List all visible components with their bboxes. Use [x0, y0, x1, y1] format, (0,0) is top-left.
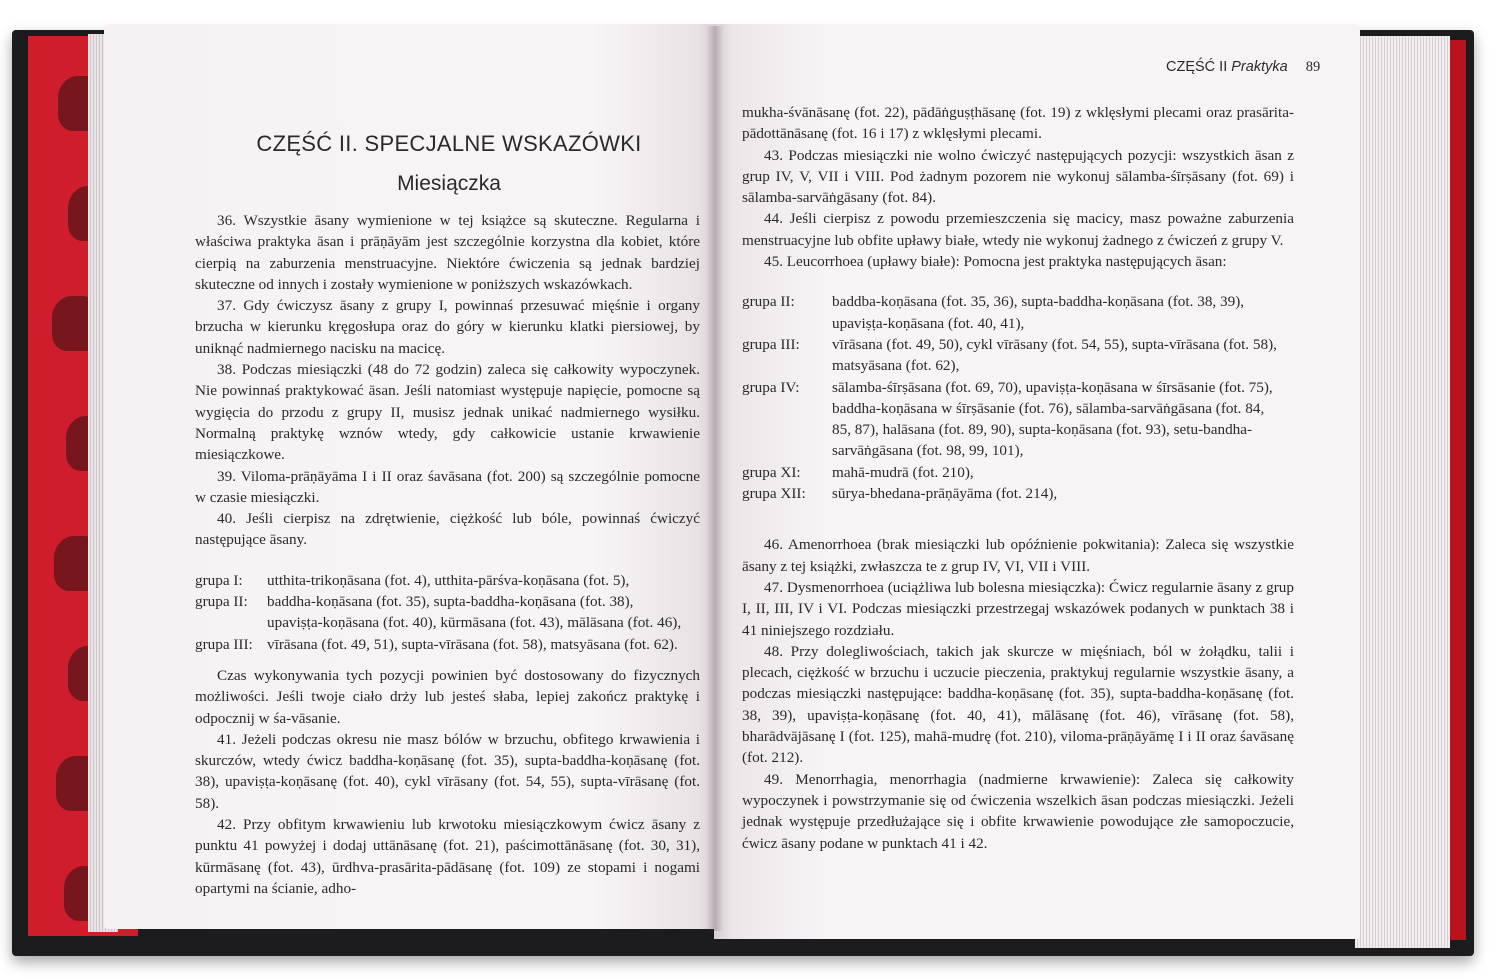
group-label: grupa III:: [195, 635, 253, 653]
group-text: 85, 87), halāsana (fot. 89, 90), supta-koṇāsana (fot. 93), setu-bandha-: [832, 421, 1253, 439]
asana-group-row: [195, 570, 700, 591]
running-header: [1166, 59, 1320, 76]
paragraph: 45. Leucorrhoea (upławy białe): Pomocna jest praktyka następujących āsan:: [764, 253, 1227, 271]
group-label: [742, 440, 832, 461]
paragraph: 42. Przy obfitym krwawieniu lub krwotoku miesiączkowym ćwicz āsany z punktu 41 powyżej i dodaj uttānāsanę (fot. 21), paścimottānāsanę (fot. 30, 31), kūrmāsanę (fot. 43), ūrdhva-prasārita-pādāsanę (fot. 109) ze stopami i nogami opartymi na ścianie, adho-: [195, 816, 700, 897]
paragraph: 43. Podczas miesiączki nie wolno ćwiczyć następujących pozycji: wszystkich āsan z grup IV, V, VII i VIII. Pod żadnym pozorem nie wykonuj sālamba-śīrṣāsany (fot. 69) i sālamba-sarvāṅgāsany (fot. 84).: [742, 146, 1294, 207]
paragraph: 37. Gdy ćwiczysz āsany z grupy I, powinnaś przesuwać mięśnie i organy brzucha w kierunku kręgosłupa oraz do góry w kierunku klatki piersiowej, by uniknąć nadmiernego nacisku na macicę.: [195, 297, 700, 357]
paragraph: 41. Jeżeli podczas okresu nie masz bólów w brzuchu, obfitego krwawienia i skurczów, wtedy ćwicz baddha-koṇāsanę (fot. 35), supta-baddha-koṇāsanę (fot. 38), upaviṣṭa-koṇāsanę (fot. 40), cykl vīrāsany (fot. 54, 55), supta-vīrāsanę (fot. 58).: [195, 730, 700, 812]
group-label: [742, 398, 832, 419]
paragraph: 39. Viloma-prāṇāyāma I i II oraz śavāsana (fot. 200) są szczególnie pomocne w czasie miesiączki.: [195, 467, 700, 506]
asana-group-row: [742, 483, 1294, 504]
paragraph: mukha-śvānāsanę (fot. 22), pādāṅguṣṭhāsanę (fot. 19) z wklęsłymi plecami oraz prasārita-pādottānāsanę (fot. 16 i 17) z wklęsłymi plecami.: [742, 104, 1294, 143]
paragraph: 40. Jeśli cierpisz na zdrętwienie, ciężkość lub bóle, powinnaś ćwiczyć następujące āsany.: [195, 510, 700, 549]
group-text: vīrāsana (fot. 49, 50), cykl vīrāsany (fot. 54, 55), supta-vīrāsana (fot. 58),: [832, 335, 1277, 353]
group-text: baddha-koṇāsana (fot. 35), supta-baddha-koṇāsana (fot. 38),: [267, 593, 634, 611]
group-text: sālamba-śīrṣāsana (fot. 69, 70), upaviṣṭa-koṇāsana w śīrsāsanie (fot. 75),: [832, 378, 1273, 396]
group-text: utthita-trikoṇāsana (fot. 4), utthita-pārśva-koṇāsana (fot. 5),: [267, 571, 630, 589]
header-section: Praktyka: [1231, 59, 1288, 75]
paragraph: 48. Przy dolegliwościach, takich jak skurcze w mięśniach, ból w żołądku, talii i plecach, ciężkość w brzuchu i uczucie pieczenia, praktykuj regularnie wszystkie āsany, a podczas miesiączki następujące: baddha-koṇāsanę (fot. 35), supta-baddha-koṇāsanę (fot. 38, 39), upaviṣṭa-koṇāsanę (fot. 40, 41), mālāsanę (fot. 46), vīrāsanę (fot. 58), bharādvājāsanę I (fot. 125), mahā-mudrę (fot. 210), viloma-prāṇāyāmę I i II oraz śavāsanę (fot. 212).: [742, 642, 1294, 767]
header-part: CZĘŚĆ II: [1166, 59, 1228, 75]
group-text: baddha-koṇāsana w śīrṣāsanie (fot. 76), sālamba-sarvāṅgāsana (fot. 84,: [832, 399, 1265, 417]
paragraph: 46. Amenorrhoea (brak miesiączki lub opóźnienie pokwitania): Zaleca się wszystkie āsany z tej książki, zwłaszcza te z grup IV, VI, VII i VIII.: [742, 536, 1294, 575]
group-label: grupa III:: [742, 335, 800, 353]
paragraph: 38. Podczas miesiączki (48 do 72 godzin) zaleca się całkowity wypoczynek. Nie powinnaś praktykować āsan. Jeśli natomiast występuje napięcie, pomocne są wygięcia do przodu z grupy II, musisz jednak unikać nadmiernego wysiłku. Normalną praktykę wznów wtedy, gdy całkowicie ustanie krwawienie miesiączkowe.: [195, 361, 700, 464]
paragraph: 44. Jeśli cierpisz z powodu przemieszczenia się macicy, masz poważne zaburzenia menstruacyjne lub obfite upławy białe, wtedy nie wykonuj żadnego z ćwiczeń z grupy V.: [742, 210, 1294, 249]
asana-group-row: [195, 634, 700, 655]
asana-group-row: [742, 462, 1294, 483]
right-page-body: [742, 102, 1294, 854]
asana-group-row: [742, 291, 1294, 312]
group-label: grupa XII:: [742, 485, 806, 503]
asana-group-row: [742, 419, 1294, 440]
asana-group-row: [742, 377, 1294, 398]
book-gutter: [706, 26, 724, 931]
page-stack-right: [1355, 36, 1450, 948]
paragraph: 49. Menorrhagia, menorrhagia (nadmierne krwawienie): Zaleca się całkowity wypoczynek i powstrzymanie się od ćwiczenia wszelkich āsan podczas miesiączki. Jeżeli jednak występuje przedłużające się i obfite krwawienie powodujące złe samopoczucie, ćwicz āsany podane w punktach 41 i 42.: [742, 770, 1294, 852]
group-label: [742, 419, 832, 440]
chapter-title: CZĘŚĆ II. SPECJALNE WSKAZÓWKI: [256, 131, 642, 156]
asana-group-row: [742, 313, 1294, 334]
asana-group-row: [742, 334, 1294, 355]
group-label: grupa II:: [742, 293, 795, 311]
page-number: 89: [1305, 59, 1321, 75]
group-label: grupa XI:: [742, 463, 801, 481]
paragraph: Czas wykonywania tych pozycji powinien być dostosowany do fizycznych możliwości. Jeśli twoje ciało drży lub jesteś słaba, lepiej zakończ praktykę i odpocznij w śa-vāsanie.: [195, 666, 700, 727]
group-text: baddba-koṇāsana (fot. 35, 36), supta-baddha-koṇāsana (fot. 38, 39),: [832, 293, 1245, 311]
asana-group-row: [742, 440, 1294, 461]
group-label: grupa I:: [195, 571, 243, 589]
paragraph: 47. Dysmenorrhoea (uciążliwa lub bolesna miesiączka): Ćwicz regularnie āsany z grup I, II, III, IV i VI. Podczas miesiączki przestrzegaj wskazówek podanych w punktach 38 i 41 niniejszego rozdziału.: [742, 578, 1294, 639]
asana-group-row: [742, 355, 1294, 376]
group-text: mahā-mudrā (fot. 210),: [832, 463, 974, 481]
group-label: [742, 355, 832, 376]
group-label: [742, 313, 832, 334]
group-text: vīrāsana (fot. 49, 51), supta-vīrāsana (fot. 58), matsyāsana (fot. 62).: [267, 635, 678, 653]
group-text: matsyāsana (fot. 62),: [832, 357, 960, 375]
group-text: sūrya-bhedana-prāṇāyāma (fot. 214),: [832, 485, 1058, 503]
group-text: upaviṣṭa-koṇāsana (fot. 40), kūrmāsana (fot. 43), mālāsana (fot. 46),: [267, 614, 682, 632]
group-label: [195, 612, 267, 633]
group-text: upaviṣṭa-koṇāsana (fot. 40, 41),: [832, 314, 1025, 332]
left-page-body: [195, 210, 700, 899]
paragraph: 36. Wszystkie āsany wymienione w tej książce są skuteczne. Regularna i właściwa praktyka āsan i prāṇāyām jest szczególnie korzystna dla kobiet, które cierpią na zaburzenia menstruacyjne. Niektóre ćwiczenia są jednak bardziej skuteczne od innych i zostały wymienione w poniższych wskazówkach.: [195, 212, 700, 293]
group-label: grupa IV:: [742, 378, 800, 396]
asana-group-row: [742, 398, 1294, 419]
asana-group-row: [195, 591, 700, 612]
asana-group-row: [195, 612, 700, 633]
group-label: grupa II:: [195, 593, 248, 611]
group-text: sarvāṅgāsana (fot. 98, 99, 101),: [832, 442, 1024, 460]
section-title: Miesiączka: [397, 172, 501, 195]
